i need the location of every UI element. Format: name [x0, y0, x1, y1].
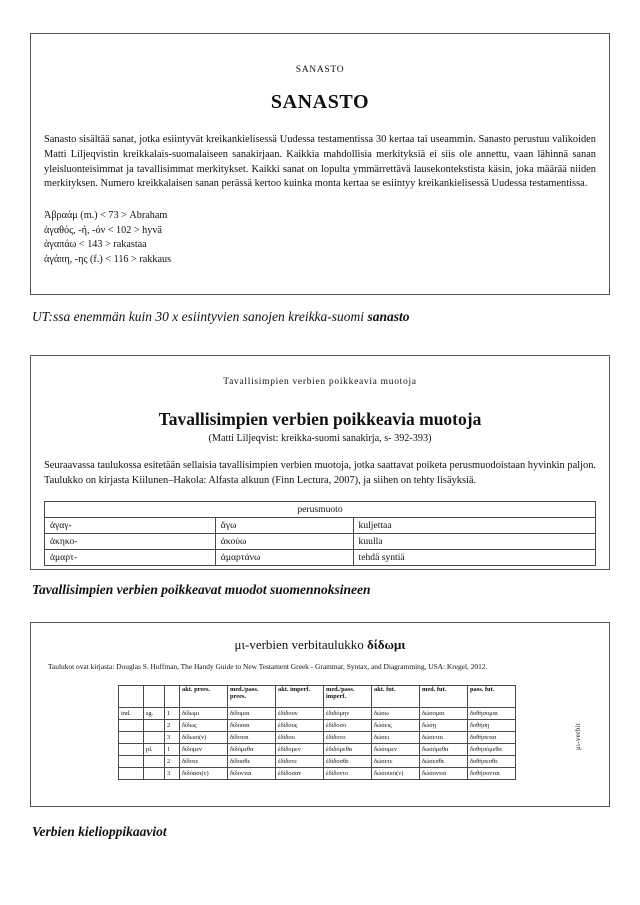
caption-sanasto — [32, 309, 409, 325]
cell-person-label: 1 — [165, 707, 180, 719]
cell-person-label: 3 — [165, 731, 180, 743]
cell-form: δοθήσομαι — [468, 707, 516, 719]
caption-poikkeavat — [32, 582, 371, 598]
table-header-akt-fut: akt. fut. — [372, 685, 420, 707]
cell-form: δίδωσι(ν) — [180, 731, 228, 743]
table-row — [45, 517, 596, 533]
side-caption-miverbit: μι-verbit — [574, 722, 582, 750]
cell-number-label: sg. — [144, 707, 165, 719]
intro-paragraph-sanasto: Sanasto sisältää sanat, jotka esiintyvät kreikankielisessä Uudessa testamentissa 30 kertaa tai useammin. Sanasto perustuu valikoiden Matti Liljeqvistin kreikkalais-suomalaiseen sanakirjaan. Kaikkia mahdollisia merkityksiä ei siis ole annettu, vaan lähinnä sanan yleisluonteisimmat ja tavallisimmat merkitykset. Kaikki sanat on lopulta ymmärrettävä lausekontekstista käsin, joka määrää niiden merkityksen. Numero kreikkalaisen sanan perässä kertoo kuinka monta kertaa se esiintyy kreikankielisessä Uudessa testamentissa. — [44, 134, 596, 190]
source-note-miverbit: Taulukot ovat kirjasta: Douglas S. Huffman, The Handy Guide to New Testament Greek - Grammar, Syntax, and Diagramming, USA: Kregel, 2012. — [48, 662, 488, 671]
table-row — [119, 719, 516, 731]
cell-form: δοθήσονται — [468, 767, 516, 779]
running-head-poikkeavat: Tavallisimpien verbien poikkeavia muotoja — [223, 377, 417, 387]
cell-form: δοθήσεται — [468, 731, 516, 743]
verb-paradigm-table — [118, 685, 516, 780]
table-header-blank-person — [165, 685, 180, 707]
document-card-poikkeavat — [30, 355, 610, 570]
caption-miverbit — [32, 824, 167, 840]
cell-form: δώσομεν — [372, 743, 420, 755]
cell-form: δίδοσαι — [228, 719, 276, 731]
cell-form: δώσεται — [420, 731, 468, 743]
cell-form: δίδοται — [228, 731, 276, 743]
caption-emphasis-text: sanasto — [367, 309, 410, 324]
table-cell-lemma: ἁμαρτάνω — [215, 549, 353, 565]
list-item: ἀγαπάω < 143 > rakastaa — [44, 239, 147, 251]
cell-form: δώσουσι(ν) — [372, 767, 420, 779]
cell-mood-label — [119, 767, 144, 779]
cell-form: δώσεσθε — [420, 755, 468, 767]
table-cell-meaning: kuljettaa — [353, 517, 595, 533]
caption-lead-text: Tavallisimpien verbien poikkeavat muodot suomennoksineen — [32, 582, 371, 597]
perusmuoto-table — [44, 501, 596, 566]
cell-form: ἐδιδόμην — [324, 707, 372, 719]
cell-form: δοθησόμεθα — [468, 743, 516, 755]
table-cell-meaning: tehdä syntiä — [353, 549, 595, 565]
cell-form: διδόασι(ν) — [180, 767, 228, 779]
cell-number-label — [144, 755, 165, 767]
cell-form: δώσονται — [420, 767, 468, 779]
cell-form: δίδονται — [228, 767, 276, 779]
table-row — [45, 533, 596, 549]
list-item: ἀγάπη, -ης (f.) < 116 > rakkaus — [44, 253, 172, 265]
cell-mood-label — [119, 719, 144, 731]
table-header-akt-prees: akt. prees. — [180, 685, 228, 707]
table-header-pass-fut: pass. fut. — [468, 685, 516, 707]
table-row — [119, 767, 516, 779]
table-row — [119, 755, 516, 767]
cell-form: ἐδίδοσαν — [276, 767, 324, 779]
list-item: Ἀβραάμ (m.) < 73 > Abraham — [44, 210, 168, 222]
cell-form: δίδωμι — [180, 707, 228, 719]
cell-mood-label — [119, 731, 144, 743]
table-header-med-pass-imperf: med./pass. imperf. — [324, 685, 372, 707]
cell-form: δωσόμεθα — [420, 743, 468, 755]
card-content-poikkeavat — [31, 377, 609, 590]
table-cell-lemma: ἀκούω — [215, 533, 353, 549]
card-content-sanasto — [31, 65, 609, 325]
cell-person-label: 3 — [165, 767, 180, 779]
cell-form: ἐδίδοτο — [324, 731, 372, 743]
cell-form: διδόμεθα — [228, 743, 276, 755]
cell-form: ἐδίδουν — [276, 707, 324, 719]
table-cell-form: ἀκηκο- — [45, 533, 216, 549]
table-header-blank-number — [144, 685, 165, 707]
cell-form: ἐδιδόμεθα — [324, 743, 372, 755]
card-content-miverbit — [31, 637, 609, 820]
cell-form: δοθήσῃ — [468, 719, 516, 731]
cell-form: δίδομεν — [180, 743, 228, 755]
cell-number-label — [144, 731, 165, 743]
table-header-akt-imperf: akt. imperf. — [276, 685, 324, 707]
table-header-cell: perusmuoto — [45, 501, 596, 517]
table-cell-lemma: ἄγω — [215, 517, 353, 533]
document-card-sanasto — [30, 33, 610, 295]
page-title-poikkeavat: Tavallisimpien verbien poikkeavia muotoja — [158, 409, 482, 429]
cell-form: ἐδίδοτε — [276, 755, 324, 767]
table-cell-form: ἁμαρτ- — [45, 549, 216, 565]
cell-form: δίδως — [180, 719, 228, 731]
cell-form: δώσει — [372, 731, 420, 743]
cell-number-label: pl. — [144, 743, 165, 755]
list-item: ἀγαθός, -ή, -όν < 102 > hyvä — [44, 224, 162, 236]
verbtable-container — [44, 685, 596, 780]
page-title-miverbit — [44, 637, 596, 653]
cell-form: ἐδίδου — [276, 731, 324, 743]
table-header-med-fut: med. fut. — [420, 685, 468, 707]
table-header-blank-mood — [119, 685, 144, 707]
cell-mood-label: ind. — [119, 707, 144, 719]
cell-form: δίδοτε — [180, 755, 228, 767]
subtitle-poikkeavat: (Matti Liljeqvist: kreikka-suomi sanakirja, s- 392-393) — [208, 433, 432, 444]
cell-form: ἐδίδους — [276, 719, 324, 731]
cell-mood-label — [119, 743, 144, 755]
table-cell-form: ἀγαγ- — [45, 517, 216, 533]
table-header-row — [45, 501, 596, 517]
cell-form: δώσῃ — [420, 719, 468, 731]
cell-form: δίδομαι — [228, 707, 276, 719]
caption-lead-text: UT:ssa enemmän kuin 30 x esiintyvien sanojen kreikka-suomi — [32, 309, 368, 324]
cell-form: δοθήσεσθε — [468, 755, 516, 767]
page-title-sanasto: SANASTO — [270, 91, 370, 113]
cell-form: δώσετε — [372, 755, 420, 767]
table-row — [119, 743, 516, 755]
title-prefix-text: μι-verbien verbitaulukko — [234, 637, 368, 652]
table-row — [45, 549, 596, 565]
cell-form: δώσω — [372, 707, 420, 719]
intro-paragraph-poikkeavat: Seuraavassa taulukossa esitetään sellaisia tavallisimpien verbien muotoja, jotka saattavat poiketa perusmuodoistaan hyvinkin paljon. Taulukko on kirjasta Kiilunen–Hakola: Alfasta alkuun (Finn Lectura, 2007), ja siihen on tehty lisäyksiä. — [44, 460, 596, 486]
cell-form: ἐδίδομεν — [276, 743, 324, 755]
cell-number-label — [144, 767, 165, 779]
cell-form: ἐδίδοντο — [324, 767, 372, 779]
cell-form: δώσομαι — [420, 707, 468, 719]
table-row — [119, 707, 516, 719]
caption-lead-text: Verbien kielioppikaaviot — [32, 824, 167, 839]
table-header-row — [119, 685, 516, 707]
running-head-sanasto: SANASTO — [295, 65, 345, 75]
cell-number-label — [144, 719, 165, 731]
cell-person-label: 1 — [165, 743, 180, 755]
cell-mood-label — [119, 755, 144, 767]
document-card-miverbit — [30, 622, 610, 807]
cell-form: δώσεις — [372, 719, 420, 731]
cell-person-label: 2 — [165, 755, 180, 767]
cell-form: ἐδίδοσο — [324, 719, 372, 731]
cell-form: ἐδίδοσθε — [324, 755, 372, 767]
title-greek-word: δίδωμι — [367, 637, 406, 652]
table-cell-meaning: kuulla — [353, 533, 595, 549]
cell-person-label: 2 — [165, 719, 180, 731]
table-header-med-pass-prees: med./pass. prees. — [228, 685, 276, 707]
lexicon-entry-list — [44, 209, 596, 267]
cell-form: δίδοσθε — [228, 755, 276, 767]
table-row — [119, 731, 516, 743]
